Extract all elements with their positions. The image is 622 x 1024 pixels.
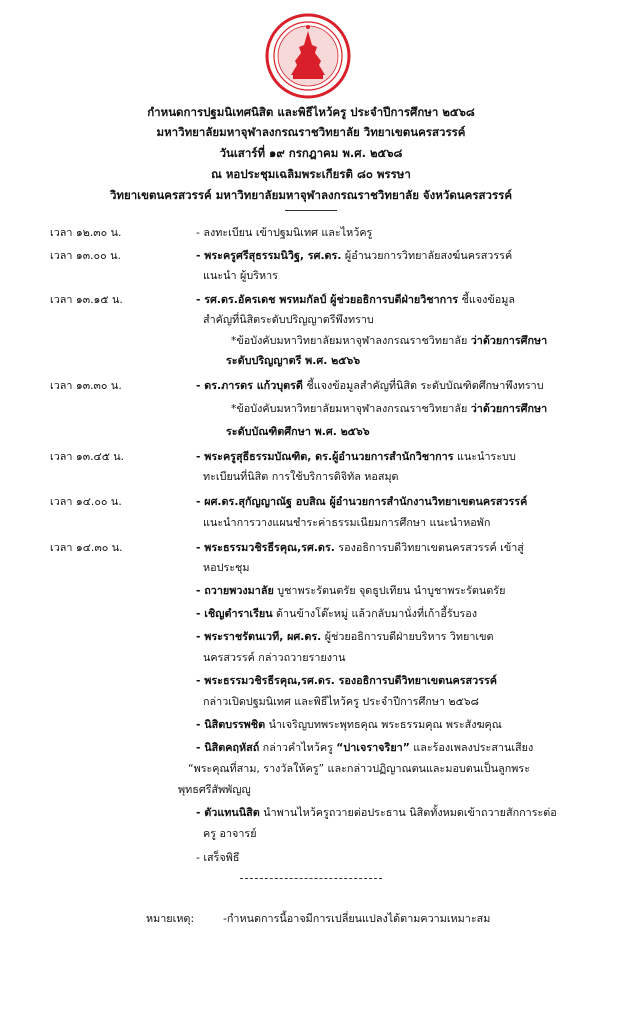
item-student-representative: - ตัวแทนนิสิต นำพานไหว้ครูถวายต่อประธาน นิสิตทั้งหมดเข้าถวายสักการะต่อ <box>196 806 557 819</box>
item-introduce-executives: - พระครูศรีสุธรรมนิวิฐ, รศ.ดร. ผู้อำนวยการวิทยาลัยสงฆ์นครสวรรค์ <box>196 249 513 262</box>
time-1300: เวลา ๑๓.๐๐ น. <box>50 249 121 262</box>
item-opening-speech: - พระธรรมวชิรธีรคุณ,รศ.ดร. รองอธิการบดีวิทยาเขตนครสวรรค์ <box>196 674 498 687</box>
time-1400: เวลา ๑๔.๐๐ น. <box>50 495 122 508</box>
item-ceremony-end: - เสร็จพิธี <box>196 851 240 864</box>
time-1430: เวลา ๑๔.๓๐ น. <box>50 541 123 554</box>
title-line-2: มหาวิทยาลัยมหาจุฬาลงกรณราชวิทยาลัย วิทยาเขตนครสวรรค์ <box>156 125 466 139</box>
item-opening-speech-cont: กล่าวเปิดปฐมนิเทศ และพิธีไหว้ครู ประจำปีการศึกษา ๒๕๖๘ <box>203 695 479 708</box>
note-label: หมายเหตุ: <box>146 912 195 925</box>
title-line-3: วันเสาร์ที่ ๑๙ กรกฎาคม พ.ศ. ๒๕๖๘ <box>219 146 403 160</box>
end-separator <box>240 878 382 879</box>
item-monk-students-chant: - นิสิตบรรพชิต นำเจริญบทพระพุทธคุณ พระธรรมคุณ พระสังฆคุณ <box>196 718 502 731</box>
item-registration: - ลงทะเบียน เข้าปฐมนิเทศ และไหว้ครู <box>196 226 373 239</box>
time-1230: เวลา ๑๒.๓๐ น. <box>50 226 122 239</box>
time-1330: เวลา ๑๓.๓๐ น. <box>50 379 122 392</box>
item-lay-students-homage-cont: “พระคุณที่สาม, รางวัลให้ครู” และกล่าวปฏิญาณตนและมอบตนเป็นลูกพระ <box>188 762 530 775</box>
title-line-5: วิทยาเขตนครสวรรค์ มหาวิทยาลัยมหาจุฬาลงกรณราชวิทยาลัย จังหวัดนครสวรรค์ <box>109 188 513 202</box>
item-academic-services-cont: ทะเบียนที่นิสิต การใช้บริการดิจิทัล หอสมุด <box>203 470 399 483</box>
item-academic-services: - พระครูสุธีธรรมบัณฑิต, ดร.ผู้อำนวยการสำนักวิชาการ แนะนำระบบ <box>196 450 516 463</box>
title-line-1: กำหนดการปฐมนิเทศนิสิต และพิธีไหว้ครู ประจำปีการศึกษา ๒๕๖๘ <box>147 105 475 119</box>
item-vice-rector-arrival: - พระธรรมวชิรธีรคุณ,รศ.ดร. รองอธิการบดีวิทยาเขตนครสวรรค์ เข้าสู่ <box>196 541 524 554</box>
item-student-representative-cont: ครู อาจารย์ <box>203 827 257 840</box>
item-textbook-presentation: - เชิญตำราเรียน ด้านข้างโต๊ะหมู่ แล้วกลับมานั่งที่เก้าอี้รับรอง <box>196 607 478 620</box>
item-introduce-executives-cont: แนะนำ ผู้บริหาร <box>203 269 278 282</box>
item-grad-briefing: - ดร.ภารดร แก้วบุตรดี ชี้แจงข้อมูลสำคัญที่นิสิต ระดับบัณฑิตศึกษาพึงทราบ <box>196 379 544 392</box>
undergrad-regulation-title: ระดับปริญญาตรี พ.ศ. ๒๕๖๖ <box>226 354 361 367</box>
item-vice-rector-arrival-cont: หอประชุม <box>203 561 250 574</box>
item-campus-office-cont: แนะนำการวางแผนชำระค่าธรรมเนียมการศึกษา แนะนำหอพัก <box>203 516 491 529</box>
note-text: -กำหนดการนี้อาจมีการเปลี่ยนแปลงได้ตามความเหมาะสม <box>223 912 491 925</box>
title-separator <box>285 210 337 211</box>
time-1315: เวลา ๑๓.๑๕ น. <box>50 293 123 306</box>
title-line-4: ณ หอประชุมเฉลิมพระเกียรติ ๘๐ พรรษา <box>211 167 411 181</box>
item-campus-office: - ผศ.ดร.สุกัญญาณัฐ อบสิณ ผู้อำนวยการสำนักงานวิทยาเขตนครสวรรค์ <box>196 495 528 508</box>
item-lay-students-homage-cont2: พุทธศรีสัพพัญญู <box>178 783 251 796</box>
item-undergrad-briefing: - รศ.ดร.อัครเดช พรหมกัลป์ ผู้ช่วยอธิการบดีฝ่ายวิชาการ ชี้แจงข้อมูล <box>196 293 515 306</box>
grad-regulation-title: ระดับบัณฑิตศึกษา พ.ศ. ๒๕๖๖ <box>226 425 370 438</box>
university-seal-logo <box>265 13 351 99</box>
undergrad-regulation-note: *ข้อบังคับมหาวิทยาลัยมหาจุฬาลงกรณราชวิทยาลัย ว่าด้วยการศึกษา <box>231 334 548 347</box>
item-report-cont: นครสวรรค์ กล่าวถวายรายงาน <box>203 651 346 664</box>
item-undergrad-briefing-cont: สำคัญที่นิสิตระดับปริญญาตรีพึงทราบ <box>203 313 374 326</box>
grad-regulation-note: *ข้อบังคับมหาวิทยาลัยมหาจุฬาลงกรณราชวิทยาลัย ว่าด้วยการศึกษา <box>231 402 548 415</box>
item-garland-offering: - ถวายพวงมาลัย บูชาพระรัตนตรัย จุดธูปเทียน นำบูชาพระรัตนตรัย <box>196 584 506 597</box>
item-lay-students-homage: - นิสิตคฤหัสถ์ กล่าวคำไหว้ครู “ปาเจราจริยา” และร้องเพลงประสานเสียง <box>196 741 534 754</box>
item-report: - พระราชรัตนเวที, ผศ.ดร. ผู้ช่วยอธิการบดีฝ่ายบริหาร วิทยาเขต <box>196 630 494 643</box>
time-1345: เวลา ๑๓.๔๕ น. <box>50 450 125 463</box>
